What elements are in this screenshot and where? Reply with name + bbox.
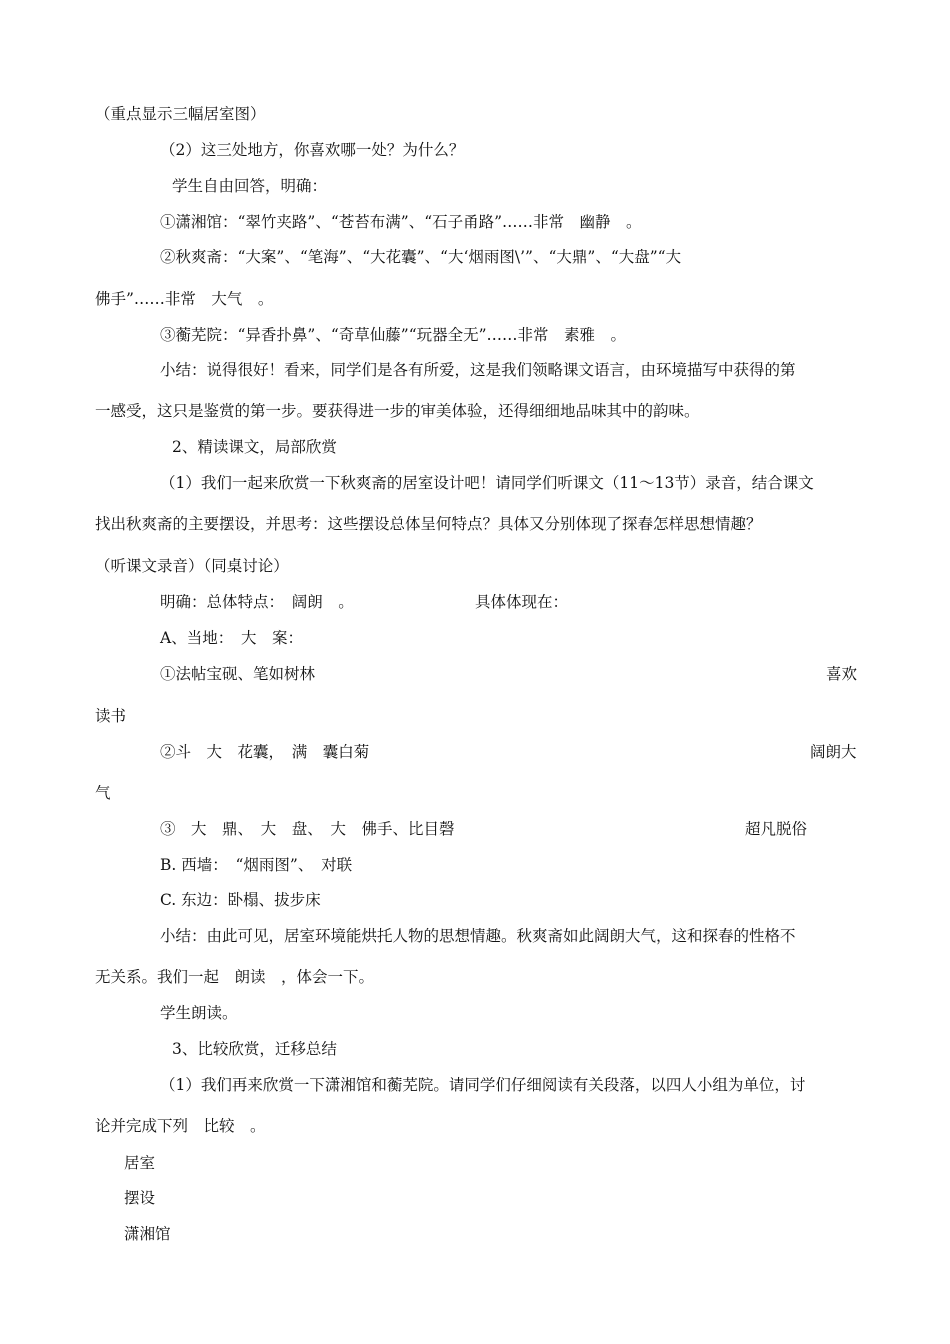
text-line: 读书 (95, 707, 127, 725)
text-line: ②秋爽斋：“大案”、“笔海”、“大花囊”、“大‘烟雨图\’”、“大鼎”、“大盘”“大 (160, 248, 682, 266)
text-line: 佛手”……非常 大气 。 (95, 290, 274, 308)
section-heading: 3、比较欣赏，迁移总结 (172, 1040, 337, 1058)
text-line: ①法帖宝砚、笔如树林 (160, 665, 316, 683)
text-line: 无关系。我们一起 朗读 ，体会一下。 (95, 968, 375, 986)
text-line: 一感受，这只是鉴赏的第一步。要获得进一步的审美体验，还得细细地品味其中的韵味。 (95, 402, 700, 420)
text-line: A、当地： 大 案： (160, 629, 303, 647)
section-heading: 2、精读课文，局部欣赏 (172, 438, 337, 456)
text-line: ①潇湘馆：“翠竹夹路”、“苍苔布满”、“石子甬路”……非常 幽静 。 (160, 213, 642, 231)
text-line: （听课文录音）（同桌讨论） (95, 557, 289, 575)
text-line: （1）我们再来欣赏一下潇湘馆和蘅芜院。请同学们仔细阅读有关段落，以四人小组为单位，讨 (160, 1076, 806, 1094)
text-line: ③ 大 鼎、 大 盘、 大 佛手、比目磬 (160, 820, 455, 838)
text-line: 摆设 (124, 1189, 156, 1207)
text-line: ③蘅芜院：“异香扑鼻”、“奇草仙藤”“玩器全无”……非常 素雅 。 (160, 326, 627, 344)
text-line: 明确：总体特点： 阔朗 。 (160, 593, 354, 611)
text-line: 小结：说得很好！看来，同学们是各有所爱，这是我们领略课文语言，由环境描写中获得的第 (160, 361, 796, 379)
text-line: 学生朗读。 (160, 1004, 238, 1022)
text-line: 学生自由回答，明确： (172, 177, 328, 195)
text-line: 具体体现在： (475, 593, 569, 611)
text-line: （2）这三处地方，你喜欢哪一处？为什么？ (160, 141, 465, 159)
text-line: 阔朗大 (810, 743, 857, 761)
text-line: ②斗 大 花囊， 满 囊白菊 (160, 743, 370, 761)
text-line: B. 西墙： “烟雨图”、 对联 (160, 856, 353, 874)
text-line: （重点显示三幅居室图） (95, 105, 266, 123)
text-line: 气 (95, 784, 111, 802)
text-line: 小结：由此可见，居室环境能烘托人物的思想情趣。秋爽斋如此阔朗大气，这和探春的性格不 (160, 927, 796, 945)
text-line: 找出秋爽斋的主要摆设，并思考：这些摆设总体呈何特点？具体又分别体现了探春怎样思想情趣？ (95, 515, 762, 533)
text-line: （1）我们一起来欣赏一下秋爽斋的居室设计吧！请同学们听课文（11～13节）录音，结合课文 (160, 474, 814, 492)
text-line: 喜欢 (826, 665, 858, 683)
text-line: 潇湘馆 (124, 1225, 171, 1243)
text-line: C. 东边：卧榻、拔步床 (160, 891, 321, 909)
text-line: 论并完成下列 比较 。 (95, 1117, 266, 1135)
text-line: 超凡脱俗 (745, 820, 808, 838)
text-line: 居室 (124, 1154, 156, 1172)
